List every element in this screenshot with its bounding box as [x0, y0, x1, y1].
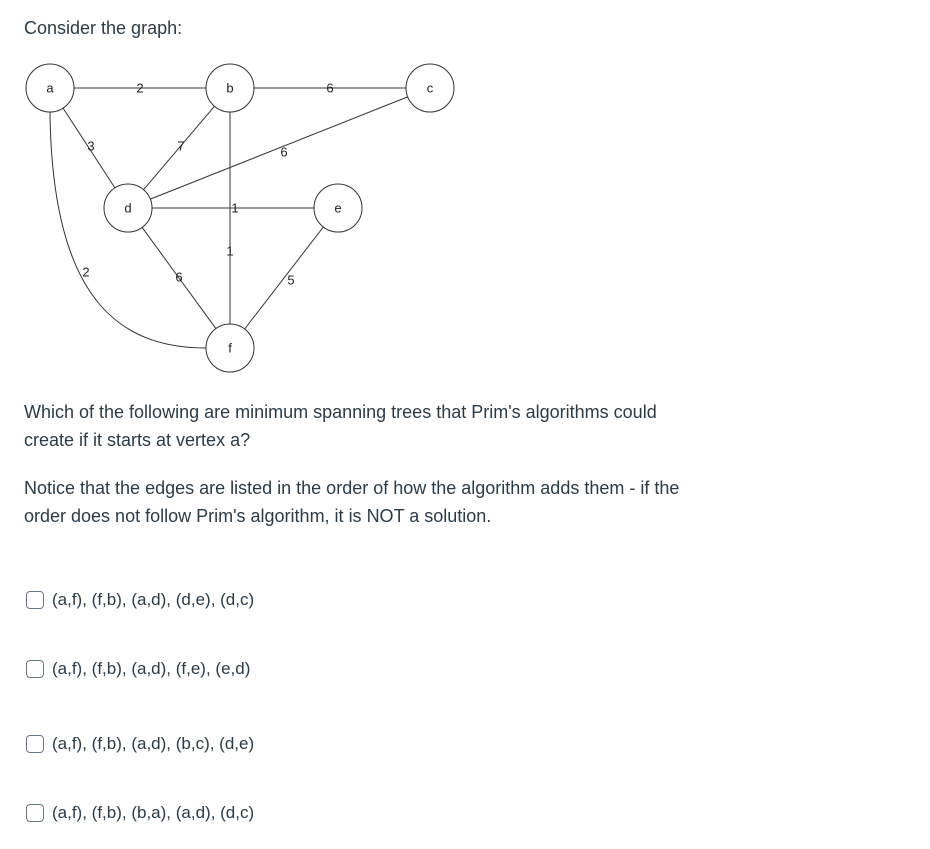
- graph-diagram: [0, 0, 930, 400]
- answer-label: (a,f), (f,b), (b,a), (a,d), (d,c): [52, 803, 255, 822]
- answer-label: (a,f), (f,b), (a,d), (d,e), (d,c): [52, 590, 255, 609]
- edge-d-c: [150, 97, 407, 199]
- edge-e-f: [245, 227, 324, 329]
- notice-line-1: Notice that the edges are listed in the order of how the algorithm adds them - if the: [24, 478, 680, 498]
- edge-weight-d-c: 6: [280, 144, 288, 160]
- node-label: d: [124, 200, 132, 216]
- node-c: [406, 64, 454, 112]
- edge-weight-b-c: 6: [326, 80, 334, 96]
- answer-checkbox[interactable]: [26, 735, 44, 753]
- edge-weight-d-e: 1: [231, 200, 239, 216]
- notice-line-2: order does not follow Prim's algorithm, it is NOT a solution.: [24, 506, 492, 526]
- question-prompt-line-2: create if it starts at vertex a?: [24, 430, 251, 450]
- answer-option-4[interactable]: [26, 800, 254, 826]
- edge-weight-e-f: 5: [287, 272, 295, 288]
- node-e: [314, 184, 362, 232]
- node-f: [206, 324, 254, 372]
- node-a: [26, 64, 74, 112]
- node-label: c: [426, 80, 434, 96]
- node-label: a: [46, 80, 54, 96]
- answer-option-2[interactable]: [26, 656, 250, 682]
- edge-weight-b-f: 1: [226, 243, 234, 259]
- answer-label: (a,f), (f,b), (a,d), (f,e), (e,d): [52, 659, 251, 678]
- node-label: b: [226, 80, 234, 96]
- edge-weight-b-d: 7: [177, 138, 185, 154]
- node-b: [206, 64, 254, 112]
- edge-weight-a-b: 2: [136, 80, 144, 96]
- edge-weight-a-f: 2: [82, 264, 90, 280]
- node-d: [104, 184, 152, 232]
- answer-option-1[interactable]: [26, 587, 254, 613]
- answer-checkbox[interactable]: [26, 804, 44, 822]
- answer-option-3[interactable]: [26, 731, 254, 757]
- node-label: e: [334, 200, 342, 216]
- answer-checkbox[interactable]: [26, 591, 44, 609]
- answer-checkbox[interactable]: [26, 660, 44, 678]
- question-intro: Consider the graph:: [24, 18, 183, 38]
- edge-weight-d-f: 6: [175, 269, 183, 285]
- question-prompt-line-1: Which of the following are minimum spanning trees that Prim's algorithms could: [24, 402, 657, 422]
- node-label: f: [228, 340, 232, 356]
- edge-weight-a-d: 3: [87, 138, 95, 154]
- answer-label: (a,f), (f,b), (a,d), (b,c), (d,e): [52, 734, 255, 753]
